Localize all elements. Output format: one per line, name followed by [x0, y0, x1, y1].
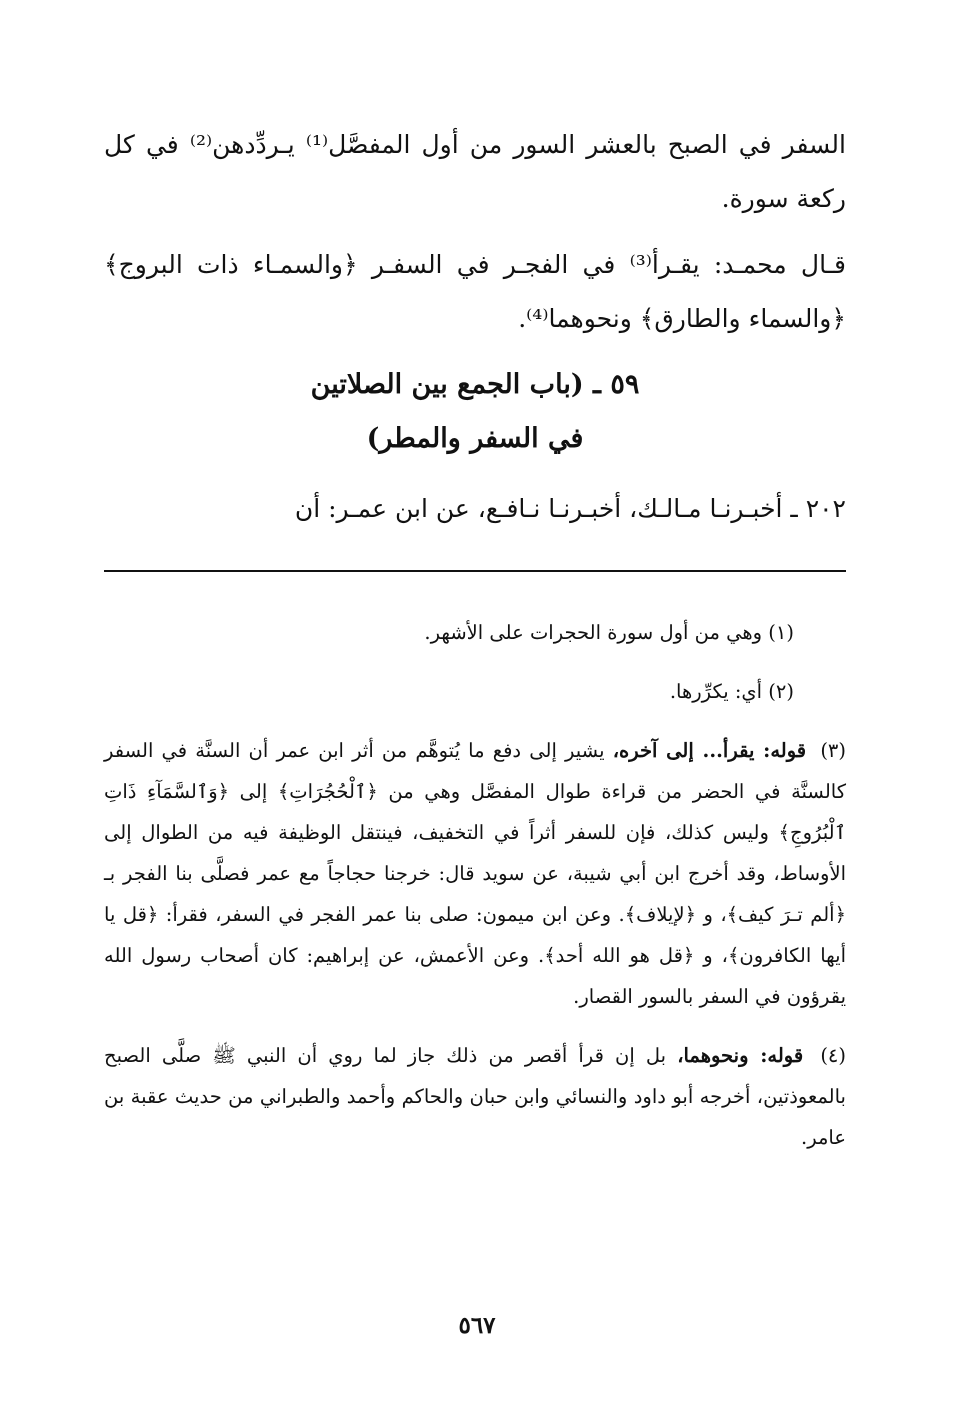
main-paragraph-1: السفر في الصبح بالعشر السور من أول المفصَّل⁽¹⁾ يـردِّدهن⁽²⁾ في كل ركعة سورة. — [104, 130, 846, 213]
footnote-3 — [104, 730, 846, 1017]
footnote-4-lead: قوله: ونحوهما، — [677, 1044, 804, 1067]
footnotes-section — [104, 612, 846, 1176]
footnote-divider — [104, 570, 846, 572]
footnote-4 — [104, 1035, 846, 1158]
page-number: ٥٦٧ — [458, 1312, 496, 1339]
footnote-4-text: بل إن قرأ أقصر من ذلك جاز لما روي أن النبي ﷺ صلَّى الصبح بالمعوذتين، أخرجه أبو داود والنسائي وابن حبان والحاكم وأحمد والطبراني من حديث عقبة بن عامر. — [104, 1044, 846, 1149]
chapter-heading-line-2: في السفر والمطر) — [366, 423, 584, 454]
hadith-opening: ٢٠٢ ـ أخبـرنـا مـالـك، أخبـرنـا نـافـع، عن ابن عمـر: أن — [294, 494, 846, 523]
chapter-heading — [104, 358, 846, 466]
footnote-3-text: يشير إلى دفع ما يُتوهَّم من أثر ابن عمر أن السنَّة في السفر كالسنَّة في الحضر من قراءة طوال المفصَّل وهي من ﴿ٱلْحُجُرَاتِ﴾ إلى ﴿وَٱلسَّمَآءِ ذَاتِ ٱلْبُرُوجِ﴾ وليس كذلك، فإن للسفر أثراً في التخفيف، فينتقل الوظيفة فيه من الطوال إلى الأوساط، وقد أخرج ابن أبي شيبة، عن سويد قال: خرجنا حجاجاً مع عمر فصلَّى بنا الفجر بـ ﴿ألم تـرَ كيف﴾، و ﴿لإيلاف﴾. وعن ابن ميمون: صلى بنا عمر الفجر في السفر، فقرأ: ﴿قل يا أيها الكافرون﴾، و ﴿قل هو الله أحد﴾. وعن الأعمش، عن إبراهيم: كان أصحاب رسول الله يقرؤون في السفر بالسور القصار. — [104, 739, 846, 1008]
footnote-4-number: (٤) — [820, 1044, 847, 1067]
footnote-1: (١) وهي من أول سورة الحجرات على الأشهر. — [424, 621, 794, 644]
footnote-3-number: (٣) — [820, 739, 847, 762]
main-text — [104, 118, 846, 561]
footnote-3-lead: قوله: يقرأ... إلى آخره، — [612, 739, 807, 762]
main-paragraph-2: قـال محمـد: يقـرأ⁽³⁾ في الفجـر في السفـر ﴿والسمـاء ذات البروج﴾ ﴿والسماء والطارق﴾ ونحوهما⁽⁴⁾. — [104, 250, 846, 333]
chapter-heading-line-1: ٥٩ ـ (باب الجمع بين الصلاتين — [310, 369, 640, 400]
footnote-2: (٢) أي: يكرِّرها. — [669, 680, 794, 703]
